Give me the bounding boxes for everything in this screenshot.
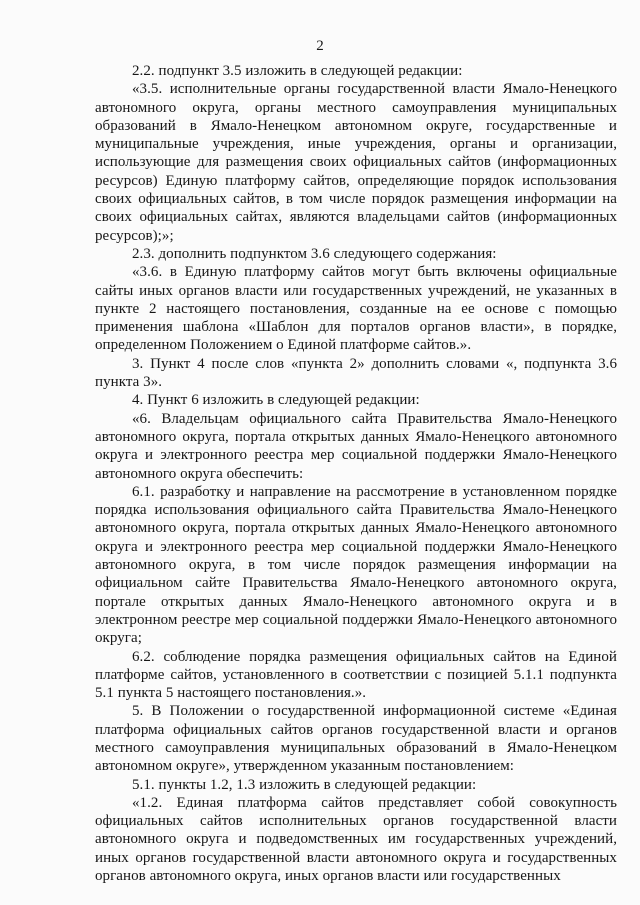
paragraph-6-1: 6.1. разработку и направление на рассмотрение в установленном порядке порядка использования официального сайта Правительства Ямало-Ненецкого автономного округа, портала открытых данных Ямало-Ненецкого автономного округа и электронного реестра мер социальной поддержки Ямало-Ненецкого автономного округа, в том числе порядок размещения информации на официальном сайте Правительства Ямало-Ненецкого автономного округа, портале открытых данных Ямало-Ненецкого автономного округа и в электронном реестре мер социальной поддержки Ямало-Ненецкого автономного округа; (95, 483, 617, 647)
paragraph-3: 3. Пункт 4 после слов «пункта 2» дополнить словами «, подпункта 3.6 пункта 3». (95, 355, 617, 391)
document-body (95, 62, 617, 885)
paragraph-2-3: 2.3. дополнить подпунктом 3.6 следующего содержания: (132, 245, 497, 262)
paragraph-1-2-quote: «1.2. Единая платформа сайтов представляет собой совокупность официальных сайтов исполнительных органов государственной власти автономного округа и подведомственных им государственных учреждений, иных органов государственной власти автономного округа и государственных органов автономного округа, иных органов власти или государственных (95, 794, 617, 885)
paragraph-6-quote: «6. Владельцам официального сайта Правительства Ямало-Ненецкого автономного округа, портала открытых данных Ямало-Ненецкого автономного округа и электронного реестра мер социальной поддержки Ямало-Ненецкого автономного округа обеспечить: (95, 410, 617, 482)
paragraph-6-2: 6.2. соблюдение порядка размещения официальных сайтов на Единой платформе сайтов, установленного в соответствии с позицией 5.1.1 подпункта 5.1 пункта 5 настоящего постановления.». (95, 648, 617, 702)
paragraph-3-5-quote: «3.5. исполнительные органы государственной власти Ямало-Ненецкого автономного округа, органы местного самоуправления муниципальных образований в Ямало-Ненецком автономном округе, государственные и муниципальные учреждения, иные учреждения, органы и организации, использующие для размещения своих официальных сайтов (информационных ресурсов) Единую платформу сайтов, определяющие порядок использования своих официальных сайтов, в том числе порядок размещения информации на своих официальных сайтах, являются владельцами сайтов (информационных ресурсов);»; (95, 81, 617, 244)
paragraph-5: 5. В Положении о государственной информационной системе «Единая платформа официальных сайтов органов государственной власти и органов местного самоуправления муниципальных образований в Ямало-Ненецком автономном округе», утвержденном указанным постановлением: (95, 703, 617, 775)
paragraph-2-2: 2.2. подпункт 3.5 изложить в следующей редакции: (132, 63, 463, 79)
paragraph-3-6-quote: «3.6. в Единую платформу сайтов могут быть включены официальные сайты иных органов власти или государственных учреждений, не указанных в пункте 2 настоящего постановления, созданные на ее основе с помощью применения шаблона «Шаблон для порталов органов власти», в порядке, определенном Положением о Единой платформе сайтов.». (95, 264, 617, 354)
paragraph-4: 4. Пункт 6 изложить в следующей редакции: (132, 392, 420, 409)
page-number: 2 (316, 38, 324, 54)
paragraph-5-1: 5.1. пункты 1.2, 1.3 изложить в следующей редакции: (132, 776, 477, 793)
